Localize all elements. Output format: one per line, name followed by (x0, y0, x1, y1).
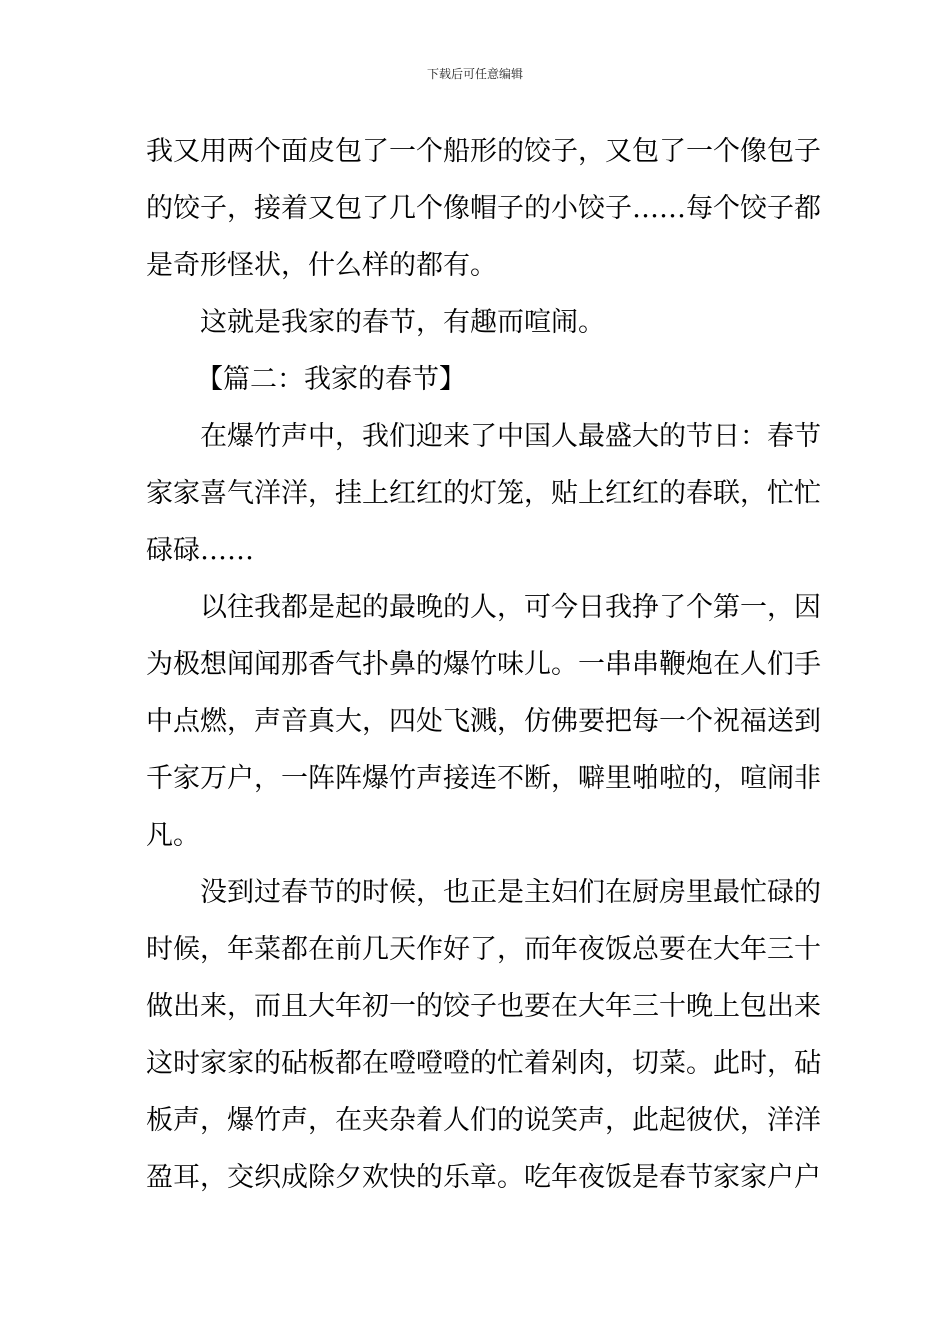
text-line: 的饺子，接着又包了几个像帽子的小饺子……每个饺子都 (146, 193, 821, 224)
text-line: 我又用两个面皮包了一个船形的饺子，又包了一个像包子 (146, 136, 821, 167)
text-line: 中点燃，声音真大，四处飞溅，仿佛要把每一个祝福送到 (146, 706, 821, 737)
text-line: 做出来，而且大年初一的饺子也要在大年三十晚上包出来 (146, 991, 821, 1022)
text-line: 是奇形怪状，什么样的都有。 (146, 250, 497, 281)
text-line: 盈耳，交织成除夕欢快的乐章。吃年夜饭是春节家家户户 (146, 1162, 821, 1193)
text-line: 以往我都是起的最晚的人，可今日我挣了个第一，因 (200, 592, 821, 623)
text-line: 千家万户，一阵阵爆竹声接连不断，噼里啪啦的，喧闹非 (146, 763, 821, 794)
text-line: 板声，爆竹声，在夹杂着人们的说笑声，此起彼伏，洋洋 (146, 1105, 821, 1136)
text-line: 碌碌…… (146, 535, 254, 566)
section-heading: 【篇二：我家的春节】 (196, 364, 466, 395)
text-line: 在爆竹声中，我们迎来了中国人最盛大的节日：春节 (200, 421, 821, 452)
text-line: 为极想闻闻那香气扑鼻的爆竹味儿。一串串鞭炮在人们手 (146, 649, 821, 680)
text-line: 这就是我家的春节，有趣而喧闹。 (200, 307, 605, 338)
text-line: 凡。 (146, 820, 200, 851)
text-line: 这时家家的砧板都在噔噔噔的忙着剁肉，切菜。此时，砧 (146, 1048, 821, 1079)
page-header: 下载后可任意编辑 (426, 67, 523, 81)
document-body (146, 123, 821, 1206)
text-line: 家家喜气洋洋，挂上红红的灯笼，贴上红红的春联，忙忙 (146, 478, 821, 509)
text-line: 时候，年菜都在前几天作好了，而年夜饭总要在大年三十 (146, 934, 821, 965)
text-line: 没到过春节的时候，也正是主妇们在厨房里最忙碌的 (200, 877, 821, 908)
